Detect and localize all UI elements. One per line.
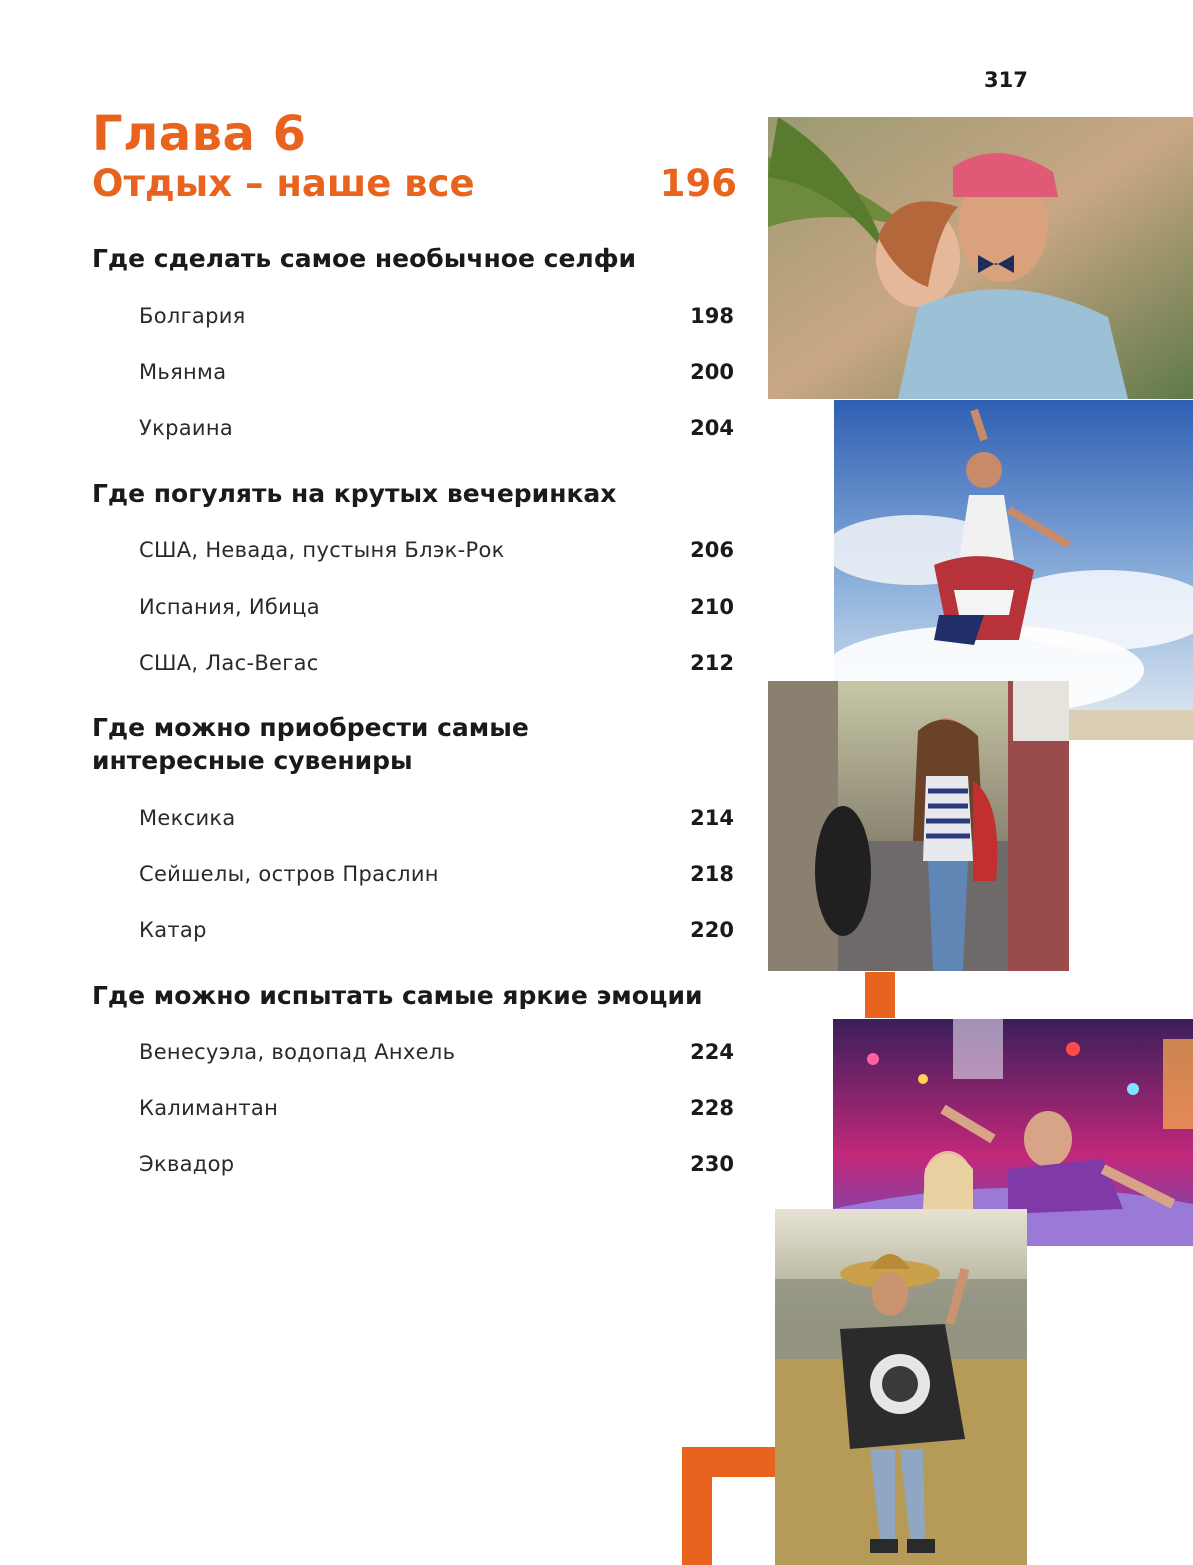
toc-entry [139,302,734,330]
photo-market-street [768,681,1069,971]
accent-corner-side [682,1447,712,1565]
toc-entry-page: 200 [690,360,734,384]
toc-entry-page: 212 [690,651,734,675]
section-title-line: интересные сувениры [92,746,413,775]
toc-entry [139,860,734,888]
toc-entry [139,536,734,564]
section-title: Где можно испытать самые яркие эмоции [92,981,703,1010]
toc-entry [139,916,734,944]
toc-entry-label: Болгария [139,304,246,328]
section-title [92,711,732,777]
toc-entry [139,1150,734,1178]
accent-block [865,972,895,1018]
toc-entry-page: 220 [690,918,734,942]
photo-couple-selfie [768,117,1193,399]
section-title: Где сделать самое необычное селфи [92,244,637,273]
toc-entry-label: США, Невада, пустыня Блэк-Рок [139,538,505,562]
section-title: Где погулять на крутых вечеринках [92,479,617,508]
toc-entry-label: Мьянма [139,360,227,384]
toc-entry [139,414,734,442]
toc-entry-page: 230 [690,1152,734,1176]
toc-entry-page: 224 [690,1040,734,1064]
toc-entry [139,593,734,621]
toc-entry [139,804,734,832]
toc-entry-page: 214 [690,806,734,830]
toc-entry-page: 198 [690,304,734,328]
section-title-line: Где можно приобрести самые [92,713,529,742]
toc-entry-label: Испания, Ибица [139,595,320,619]
toc-entry-label: Сейшелы, остров Праслин [139,862,439,886]
toc-entry-page: 228 [690,1096,734,1120]
chapter-title: Отдых – наше все [92,162,475,205]
chapter-page: 196 [659,162,737,205]
toc-entry-page: 204 [690,416,734,440]
toc-entry [139,1094,734,1122]
toc-entry [139,1038,734,1066]
toc-entry-page: 210 [690,595,734,619]
toc-entry-label: Венесуэла, водопад Анхель [139,1040,456,1064]
toc-entry-label: Катар [139,918,207,942]
photo-sombrero [775,1209,1027,1565]
toc-entry [139,649,734,677]
toc-entry-label: Эквадор [139,1152,235,1176]
toc-entry-page: 206 [690,538,734,562]
toc-entry [139,358,734,386]
toc-entry-page: 218 [690,862,734,886]
toc-entry-label: Мексика [139,806,236,830]
chapter-label: Глава 6 [92,106,307,162]
chapter-title-row [92,162,737,205]
toc-entry-label: США, Лас-Вегас [139,651,319,675]
page-number: 317 [984,68,1028,92]
toc-entry-label: Украина [139,416,234,440]
toc-entry-label: Калимантан [139,1096,279,1120]
